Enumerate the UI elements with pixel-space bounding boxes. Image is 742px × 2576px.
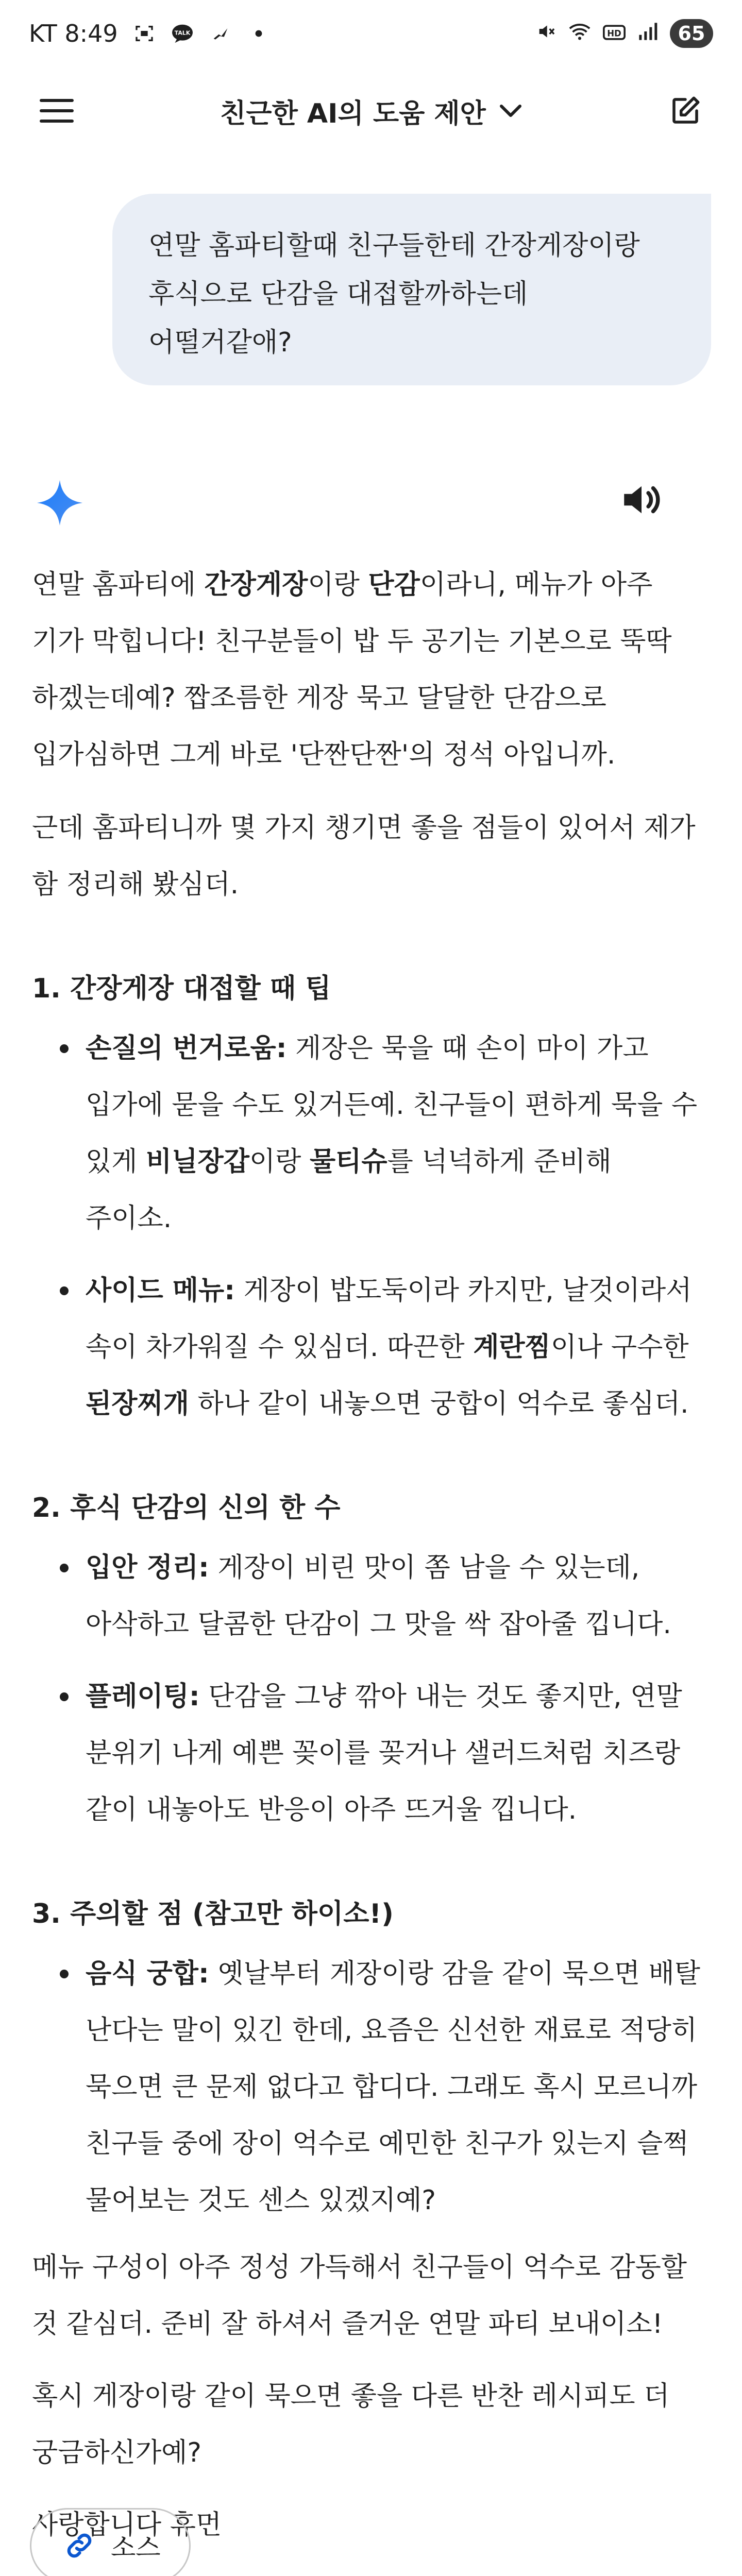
hd-icon [603,20,626,47]
bold-text: 비닐장갑 [146,1146,249,1177]
bold-text: 물티슈 [309,1146,387,1177]
text-line: 함 정리해 봤심더. [32,869,239,900]
battery-indicator: 65 [670,19,713,48]
text: 게장이 밥도둑이라 카지만, 날것이라서 [235,1275,692,1306]
text-line: 입가심하면 그게 바로 '단짠단짠'의 정석 아입니까. [32,739,616,770]
list-item [32,1945,717,2229]
bold-text: 사이드 메뉴: [86,1275,235,1306]
wifi-icon [568,20,592,47]
section-heading: 3. 주의할 점 (참고만 하이소!) [32,1899,394,1929]
text-line: 난다는 말이 있긴 한데, 요즘은 신선한 재료로 적당히 [86,2015,698,2046]
bold-text: 손질의 번거로움: [86,1033,287,1064]
text: 옛날부터 게장이랑 감을 같이 묵으면 배탈 [209,1958,700,1989]
list-item [32,1539,717,1653]
text: 이랑 [249,1146,310,1177]
text-line: 하겠는데예? 짭조름한 게장 묵고 달달한 단감으로 [32,683,606,714]
bird-icon [209,22,232,45]
text: 를 넉넉하게 준비해 [387,1146,612,1177]
list-item [32,1262,717,1432]
text: 하나 같이 내놓으면 궁합이 억수로 좋심더. [189,1388,689,1419]
notification-dot-icon [247,22,271,45]
menu-button[interactable] [31,85,82,137]
conversation-title: 친근한 AI의 도움 제안 [220,98,486,129]
gemini-spark-icon [35,478,85,528]
text-line: 근데 홈파티니까 몇 가지 챙기면 좋을 점들이 있어서 제가 [32,812,696,843]
text: 이랑 [308,569,368,600]
text-line: 친구들 중에 장이 억수로 예민한 친구가 있는지 슬쩍 [86,2128,689,2159]
text-line: 같이 내놓아도 반응이 아주 뜨거울 낍니다. [86,1794,577,1825]
user-message-line: 연말 홈파티할때 친구들한테 간장게장이랑 [148,230,640,261]
bold-text: 계란찜 [473,1332,551,1363]
conversation-title-dropdown[interactable] [220,92,522,130]
sources-button[interactable] [30,2508,191,2576]
outro-paragraph [32,2239,717,2352]
text-line: 입가에 묻을 수도 있거든예. 친구들이 편하게 묵을 수 [86,1090,698,1121]
chevron-down-icon [499,103,522,118]
bullet-list [32,1539,717,1838]
intro-paragraph [32,556,717,783]
text-line: 궁금하신가예? [32,2437,201,2468]
follow-up-paragraph [32,2368,717,2481]
status-bar [0,0,742,67]
text: 이나 구수한 [550,1332,689,1363]
text: 단감을 그냥 깎아 내는 것도 좋지만, 연말 [199,1681,682,1712]
text-line: 묵으면 큰 문제 없다고 합디다. 그래도 혹시 모르니까 [86,2072,698,2103]
svg-text:TALK: TALK [174,29,190,37]
intro2-paragraph [32,800,717,913]
new-chat-button[interactable] [660,85,711,137]
section-heading: 1. 간장게장 대접할 때 팁 [32,973,331,1004]
bold-text: 플레이팅: [86,1681,200,1712]
bold-text: 단감 [368,569,420,600]
bold-text: 된장찌개 [86,1388,189,1419]
text-line: 기가 막힙니다! 친구분들이 밥 두 공기는 기본으로 뚝딱 [32,626,672,657]
text-line: 아삭하고 달콤한 단감이 그 맛을 싹 잡아줄 낍니다. [86,1609,671,1640]
bullet-list [32,1020,717,1432]
list-item [32,1668,717,1838]
text: 게장은 묵을 때 손이 마이 가고 [286,1033,649,1064]
model-response [32,556,717,2553]
hamburger-menu-icon [40,98,74,124]
user-message-line: 어떨거같애? [148,327,292,358]
text: 게장이 비린 맛이 쫌 남을 수 있는데, [209,1552,640,1583]
bold-text: 입안 정리: [86,1552,209,1583]
speaker-icon [618,477,665,523]
text-line: 주이소. [86,1203,172,1234]
status-left [29,20,271,47]
bullet-list [32,1945,717,2229]
signal-icon [637,20,659,47]
talk-icon [171,22,194,45]
read-aloud-button[interactable] [618,477,665,523]
top-app-bar [0,77,742,144]
signoff-paragraph: 사랑합니다 휴먼 [32,2510,222,2540]
text-line: 분위기 나게 예쁜 꽂이를 꽂거나 샐러드처럼 치즈랑 [86,1738,681,1769]
user-message-line: 후식으로 단감을 대접할까하는데 [148,279,528,310]
text: 연말 홈파티에 [32,569,205,600]
text: 이라니, 메뉴가 아주 [419,569,653,600]
text: 속이 차가워질 수 있심더. 따끈한 [86,1332,474,1363]
mute-icon [536,20,556,47]
link-icon [63,2530,95,2562]
sources-label: 소스 [111,2533,161,2563]
text: 있게 [86,1146,146,1177]
text-line: 메뉴 구성이 아주 정성 가득해서 친구들이 억수로 감동할 [32,2252,687,2283]
bold-text: 간장게장 [204,569,308,600]
list-item [32,1020,717,1247]
bold-text: 음식 궁합: [86,1958,209,1989]
section-heading: 2. 후식 단감의 신의 한 수 [32,1493,341,1523]
svg-text:HD: HD [607,28,621,39]
edit-square-icon [668,94,702,128]
screenshot-icon [132,22,156,45]
user-message-bubble [112,194,711,385]
carrier-time: KT 8:49 [29,20,118,47]
text-line: 혹시 게장이랑 같이 묵으면 좋을 다른 반찬 레시피도 더 [32,2381,670,2412]
status-right [536,19,713,48]
text-line: 물어보는 것도 센스 있겠지예? [86,2185,436,2216]
text-line: 것 같심더. 준비 잘 하셔서 즐거운 연말 파티 보내이소! [32,2309,663,2340]
